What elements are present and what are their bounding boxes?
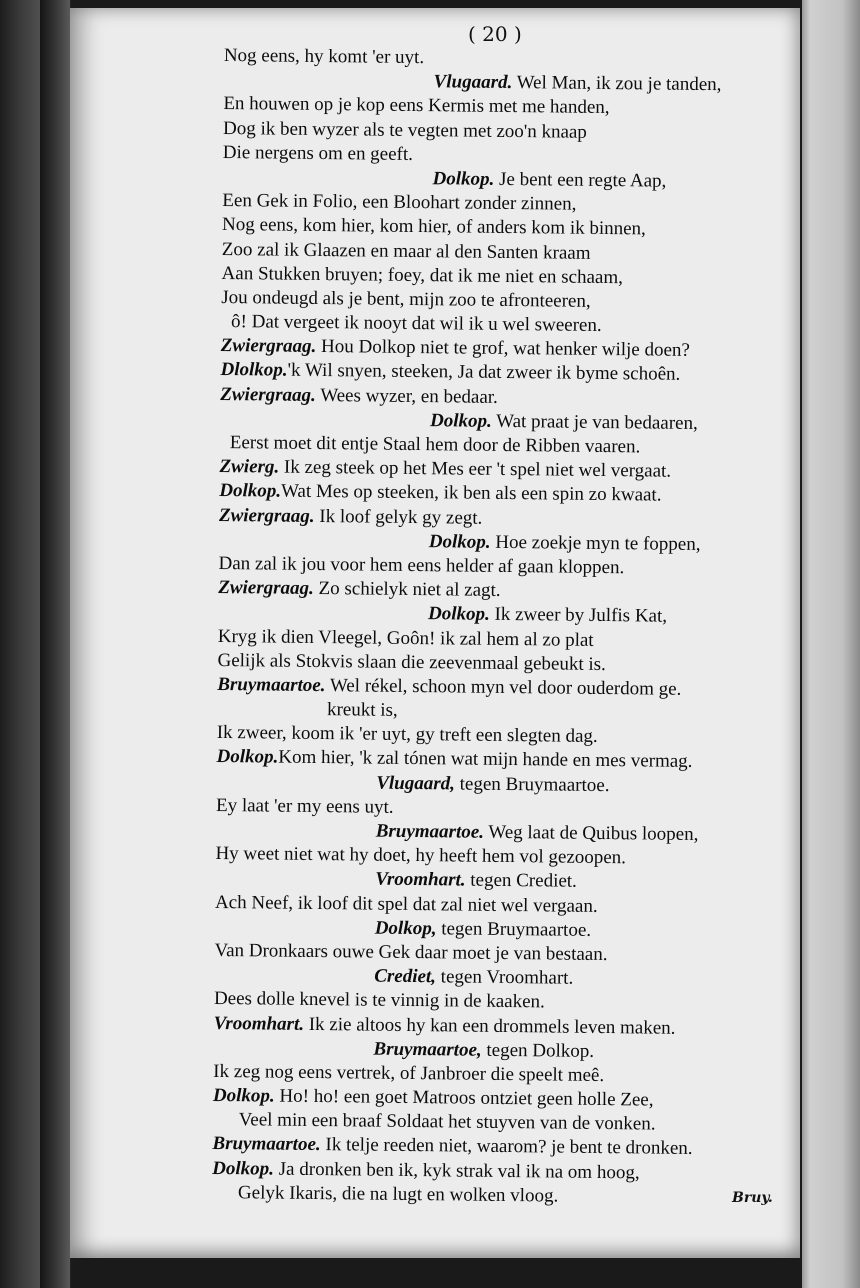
book-spine [40,0,70,1288]
speaker-name: Zwiergraag. [218,577,314,600]
speaker-name: Zwiergraag. [218,504,315,527]
verse-line-text: Je bent een regte Aap, [494,168,667,192]
verse-line-text: Ik loof gelyk gy zegt. [314,505,483,529]
speaker-name: Dolkop. [427,603,490,626]
verse-line-text: Zoo zal ik Glaazen en maar al den Santen kraam [221,238,591,264]
verse-line-text: Gelyk Ikaris, die na lugt en wolken vloog. [237,1182,559,1207]
speaker-name: Dolkop. [432,168,495,190]
verse-line-text: Zo schielyk niet al zagt. [313,578,501,602]
speaker-name: Dolkop. [212,1085,275,1107]
speaker-name: Crediet, [374,965,437,988]
speaker-name: Dolkop. [429,409,492,432]
verse-line-text: Aan Stukken bruyen; foey, dat ik me niet en schaam, [221,262,624,288]
verse-line-text: Ik zeg nog eens vertrek, of Janbroer die speelt meê. [213,1060,605,1086]
catchword: Bruy. [732,1190,773,1206]
verse-line-text: Wees wyzer, en bedaar. [315,384,498,408]
verse-line-text: Wel Man, ik zou je tanden, [512,72,722,96]
speaker-name: Vlugaard, [376,772,456,795]
verse-line-text: kreukt is, [326,699,398,721]
verse-line-text: Ja dronken ben ik, kyk strak val ik na om hoog, [273,1158,640,1184]
verse-line-text: Veel min een braaf Soldaat het stuyven van de vonken. [238,1109,656,1135]
speaker-name: Bruymaartoe. [212,1133,321,1156]
speaker-name: Vroomhart. [213,1012,305,1035]
speaker-name: Zwiergraag. [220,335,317,358]
speaker-name: Bruymaartoe, [373,1038,482,1061]
verse-line-text: Ey laat 'er my eens uyt. [215,794,394,818]
speaker-name: Zwierg. [219,456,280,478]
verse-line-text: Wat Mes op steeken, ik ben als een spin zo kwaat. [280,480,662,506]
verse-line-text: Weg laat de Quibus loopen, [483,821,699,846]
verse-line-text: Kryg ik dien Vleegel, Goôn! ik zal hem al zo plat [217,625,594,651]
speaker-name: Vlugaard. [433,71,513,94]
verse-line-text: En houwen op je kop eens Kermis met me handen, [223,93,610,119]
verse-line-text: Ik zie altoos hy kan een drommels leven maken. [303,1013,676,1039]
verse-line-text: Wel rékel, schoon myn vel door ouderdom ge. [325,674,682,700]
verse-line-text: Gelijk als Stokvis slaan die zeevenmaal gebeukt is. [217,649,606,675]
speaker-name: Dolkop. [219,480,282,502]
verse-line-text: Wat praat je van bedaaren, [491,410,698,434]
verse-line-text: Hou Dolkop niet te grof, wat henker wilje doen? [316,336,691,362]
verse-line-text: Hoe zoekje myn te foppen, [490,531,701,555]
verse-line-text: Ho! ho! een goet Matroos ontziet geen holle Zee, [274,1085,654,1111]
verse-line-text: tegen Bruymaartoe. [454,773,610,796]
verse-line-text: tegen Bruymaartoe. [436,918,592,941]
verse-line-text: Die nergens om en geeft. [222,141,414,165]
verse-line-text: Dan zal ik jou voor hem eens helder af gaan kloppen. [218,552,625,579]
verse-line-text: Een Gek in Folio, een Bloohart zonder zinnen, [222,190,577,215]
verse-line-text: Van Dronkaars ouwe Gek daar moet je van bestaan. [214,939,608,966]
speaker-name: Dolkop. [216,746,279,769]
verse-line-text: tegen Crediet. [465,869,577,893]
verse-line-text: Dog ik ben wyzer als te vegten met zoo'n knaap [223,117,587,143]
verse-line-text: Jou ondeugd als je bent, mijn zoo te afronteeren, [221,286,591,312]
verse-line-text: Ik zeg steek op het Mes eer 't spel niet wel vergaat. [279,456,672,482]
verse-line-text: tegen Vroomhart. [435,966,574,989]
verse-line-text: Ach Neef, ik loof dit spel dat zal niet wel vergaan. [214,891,598,917]
verse-line-text: Ik telje reeden niet, waarom? je bent te dronken. [320,1134,693,1160]
verse-line-text: 'k Wil snyen, steeken, Ja dat zweer ik byme schoên. [287,360,681,386]
verse-line-text: ô! Dat vergeet ik nooyt dat wil ik u wel sweeren. [230,311,602,337]
verse-line-text: Hy weet niet wat hy doet, hy heeft hem vol gezoopen. [215,843,627,869]
speaker-name: Bruymaartoe. [375,820,485,843]
verse-line-text: tegen Dolkop. [481,1039,595,1062]
verse-line-text: Ik zweer, koom ik 'er uyt, gy treft een slegten dag. [216,722,598,748]
speaker-name: Dolkop, [374,917,437,940]
speaker-name: Dolkop. [212,1157,275,1180]
speaker-name: Vroomhart. [375,869,466,891]
page-number: ( 20 ) [468,22,522,46]
verse-text [212,44,794,1211]
speaker-name: Bruymaartoe. [217,673,326,696]
speaker-name: Dolkop. [428,530,491,553]
verse-line-text: Eerst moet dit entje Staal hem door de Ribben vaaren. [229,432,641,458]
facing-page-edge [802,0,860,1288]
verse-line-text: Nog eens, hy komt 'er uyt. [223,44,425,69]
verse-line-text: Ik zweer by Julfis Kat, [489,604,668,627]
speaker-name: Zwiergraag. [220,383,316,406]
verse-line-text: Nog eens, kom hier, kom hier, of anders kom ik binnen, [221,214,646,240]
verse-line-text: Dees dolle knevel is te vinnig in de kaaken. [213,988,545,1013]
speaker-name: Dlolkop. [220,359,288,382]
verse-line-text: Kom hier, 'k zal tónen wat mijn hande en mes vermag. [278,747,693,773]
